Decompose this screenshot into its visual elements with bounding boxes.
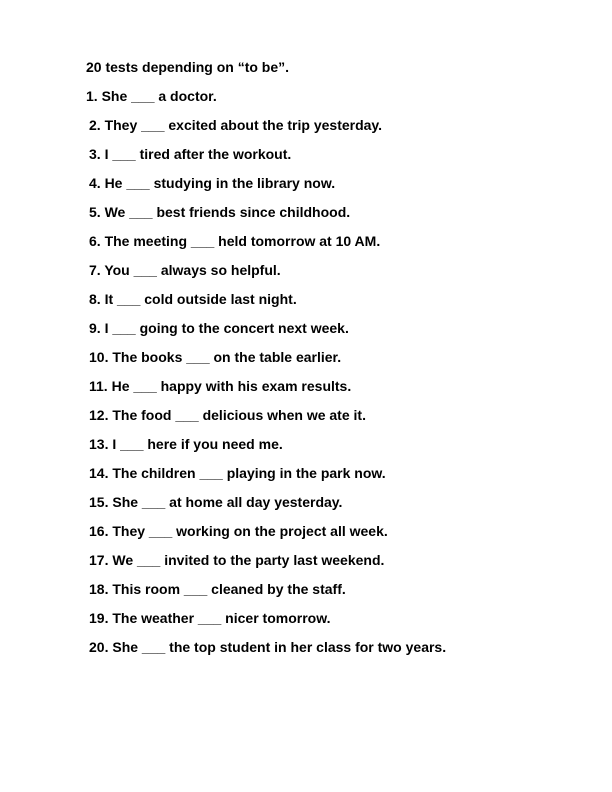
question-item: 6. The meeting ___ held tomorrow at 10 AM. (89, 233, 381, 249)
question-item: 3. I ___ tired after the workout. (89, 146, 292, 162)
question-item: 15. She ___ at home all day yesterday. (89, 494, 343, 510)
question-item: 13. I ___ here if you need me. (89, 436, 283, 452)
question-item: 10. The books ___ on the table earlier. (89, 349, 342, 365)
question-item: 7. You ___ always so helpful. (89, 262, 281, 278)
question-item: 11. He ___ happy with his exam results. (89, 378, 352, 394)
question-item: 5. We ___ best friends since childhood. (89, 204, 351, 220)
question-item: 8. It ___ cold outside last night. (89, 291, 297, 307)
question-item: 17. We ___ invited to the party last weekend. (89, 552, 385, 568)
question-item: 18. This room ___ cleaned by the staff. (89, 581, 346, 597)
question-item: 4. He ___ studying in the library now. (89, 175, 336, 191)
question-item: 16. They ___ working on the project all week. (89, 523, 388, 539)
question-list (0, 87, 446, 667)
question-item: 2. They ___ excited about the trip yesterday. (89, 117, 383, 133)
question-item: 20. She ___ the top student in her class for two years. (89, 639, 447, 655)
question-item: 19. The weather ___ nicer tomorrow. (89, 610, 331, 626)
question-item: 9. I ___ going to the concert next week. (89, 320, 349, 336)
document-heading: 20 tests depending on “to be”. (86, 59, 290, 75)
question-item: 12. The food ___ delicious when we ate it. (89, 407, 366, 423)
question-item: 14. The children ___ playing in the park now. (89, 465, 386, 481)
question-item: 1. She ___ a doctor. (86, 88, 217, 104)
